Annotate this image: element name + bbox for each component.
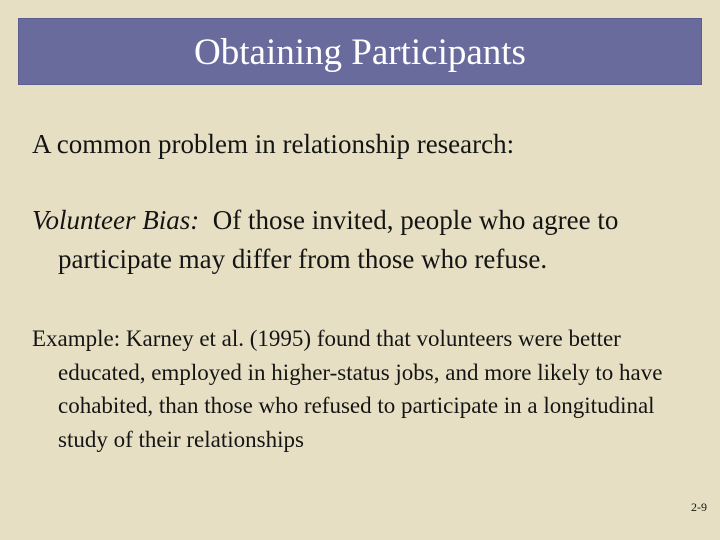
definition-text: Of those invited, people who agree to participate may differ from those who refuse.: [58, 205, 619, 274]
title-bar: [18, 18, 702, 85]
definition-term: Volunteer Bias:: [32, 205, 200, 235]
example-text: Example: Karney et al. (1995) found that volunteers were better educated, employed in higher-status jobs, and more likely to have cohabited, than those who refused to participate in a longitudinal study of their relationships: [32, 326, 663, 452]
volunteer-bias-definition: [32, 201, 708, 278]
slide-number: 2-9: [691, 500, 707, 514]
slide-title: Obtaining Participants: [194, 32, 526, 73]
intro-text: A common problem in relationship research:: [32, 129, 515, 159]
